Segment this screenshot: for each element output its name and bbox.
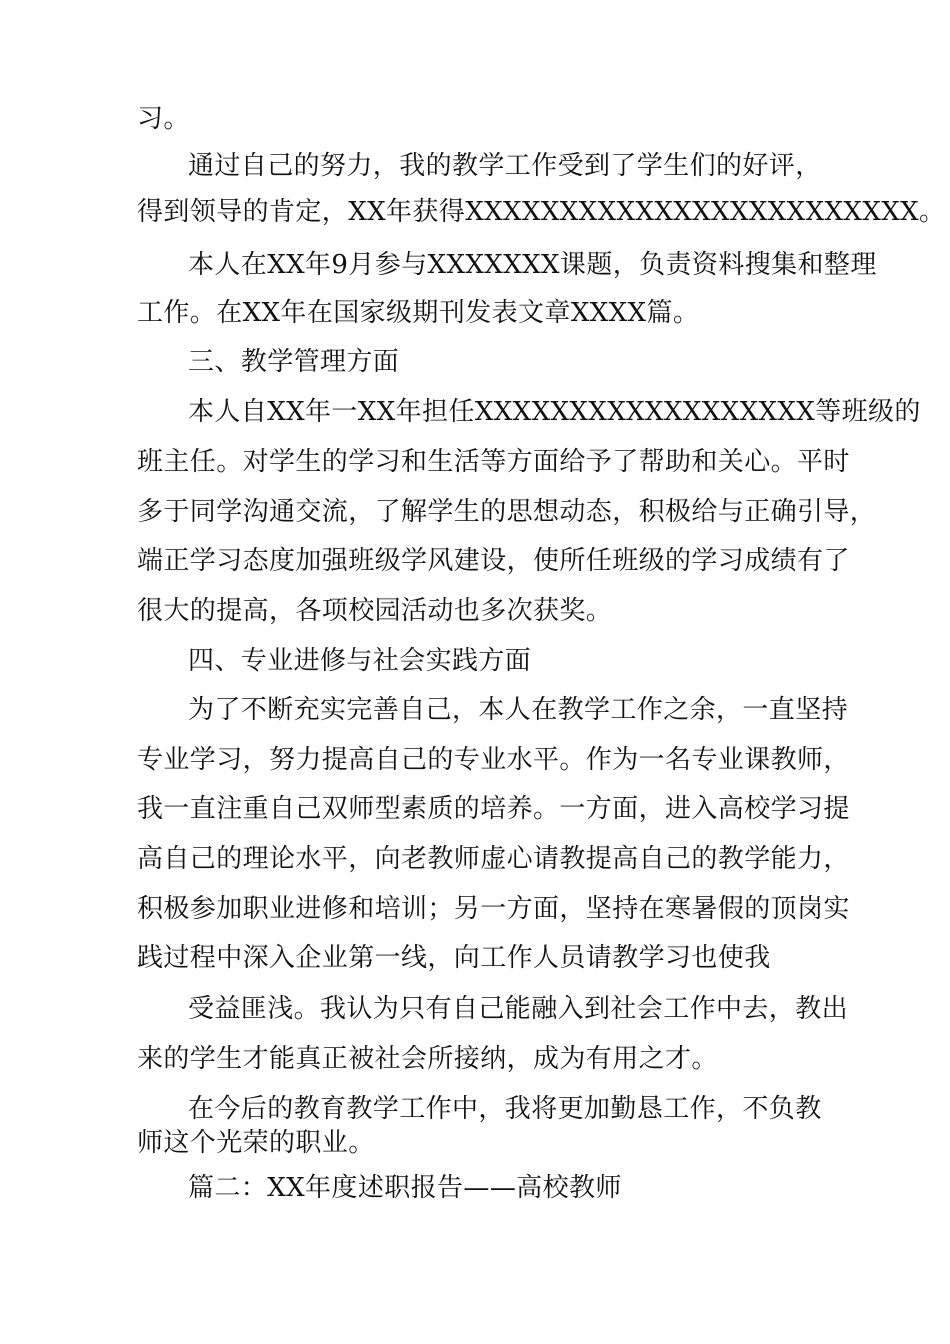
text-line: 积极参加职业进修和培训；另一方面，坚持在寒暑假的顶岗实 [137, 894, 850, 924]
text-line: 师这个光荣的职业。 [137, 1128, 375, 1158]
paragraph-start-line: 通过自己的努力，我的教学工作受到了学生们的好评， [188, 151, 822, 181]
paragraph-start-line: 在今后的教育教学工作中，我将更加勤恳工作，不负教 [188, 1094, 822, 1124]
section-heading: 四、专业进修与社会实践方面 [188, 646, 532, 676]
text-line: 多于同学沟通交流，了解学生的思想动态，积极给与正确引导， [137, 497, 877, 527]
text-line: 习。 [137, 104, 190, 134]
paragraph-start-line: 为了不断充实完善自己，本人在教学工作之余，一直坚持 [188, 695, 849, 725]
text-line: 践过程中深入企业第一线，向工作人员请教学习也使我 [137, 943, 771, 973]
text-line: 我一直注重自己双师型素质的培养。一方面，进入高校学习提 [137, 794, 850, 824]
text-line: 高自己的理论水平，向老教师虚心请教提高自己的教学能力， [137, 844, 850, 874]
paragraph-start-line: 受益匪浅。我认为只有自己能融入到社会工作中去，教出 [188, 994, 849, 1024]
text-line: 得到领导的肯定，XX年获得XXXXXXXXXXXXXXXXXXXXXXXX。 [137, 197, 946, 227]
text-line: 来的学生才能真正被社会所接纳，成为有用之才。 [137, 1044, 718, 1074]
article-heading: 篇二：XX年度述职报告——高校教师 [188, 1173, 622, 1203]
text-line: 工作。在XX年在国家级期刊发表文章XXXX篇。 [137, 298, 700, 328]
text-line: 专业学习，努力提高自己的专业水平。作为一名专业课教师， [137, 745, 850, 775]
paragraph-start-line: 本人在XX年9月参与XXXXXXX课题，负责资料搜集和整理 [188, 250, 877, 280]
section-heading: 三、教学管理方面 [188, 347, 400, 377]
paragraph-start-line: 本人自XX年一XX年担任XXXXXXXXXXXXXXXXXX等班级的 [188, 397, 921, 427]
text-line: 端正学习态度加强班级学风建设，使所任班级的学习成绩有了 [137, 546, 850, 576]
text-line: 很大的提高，各项校园活动也多次获奖。 [137, 596, 613, 626]
text-line: 班主任。对学生的学习和生活等方面给予了帮助和关心。平时 [137, 447, 850, 477]
